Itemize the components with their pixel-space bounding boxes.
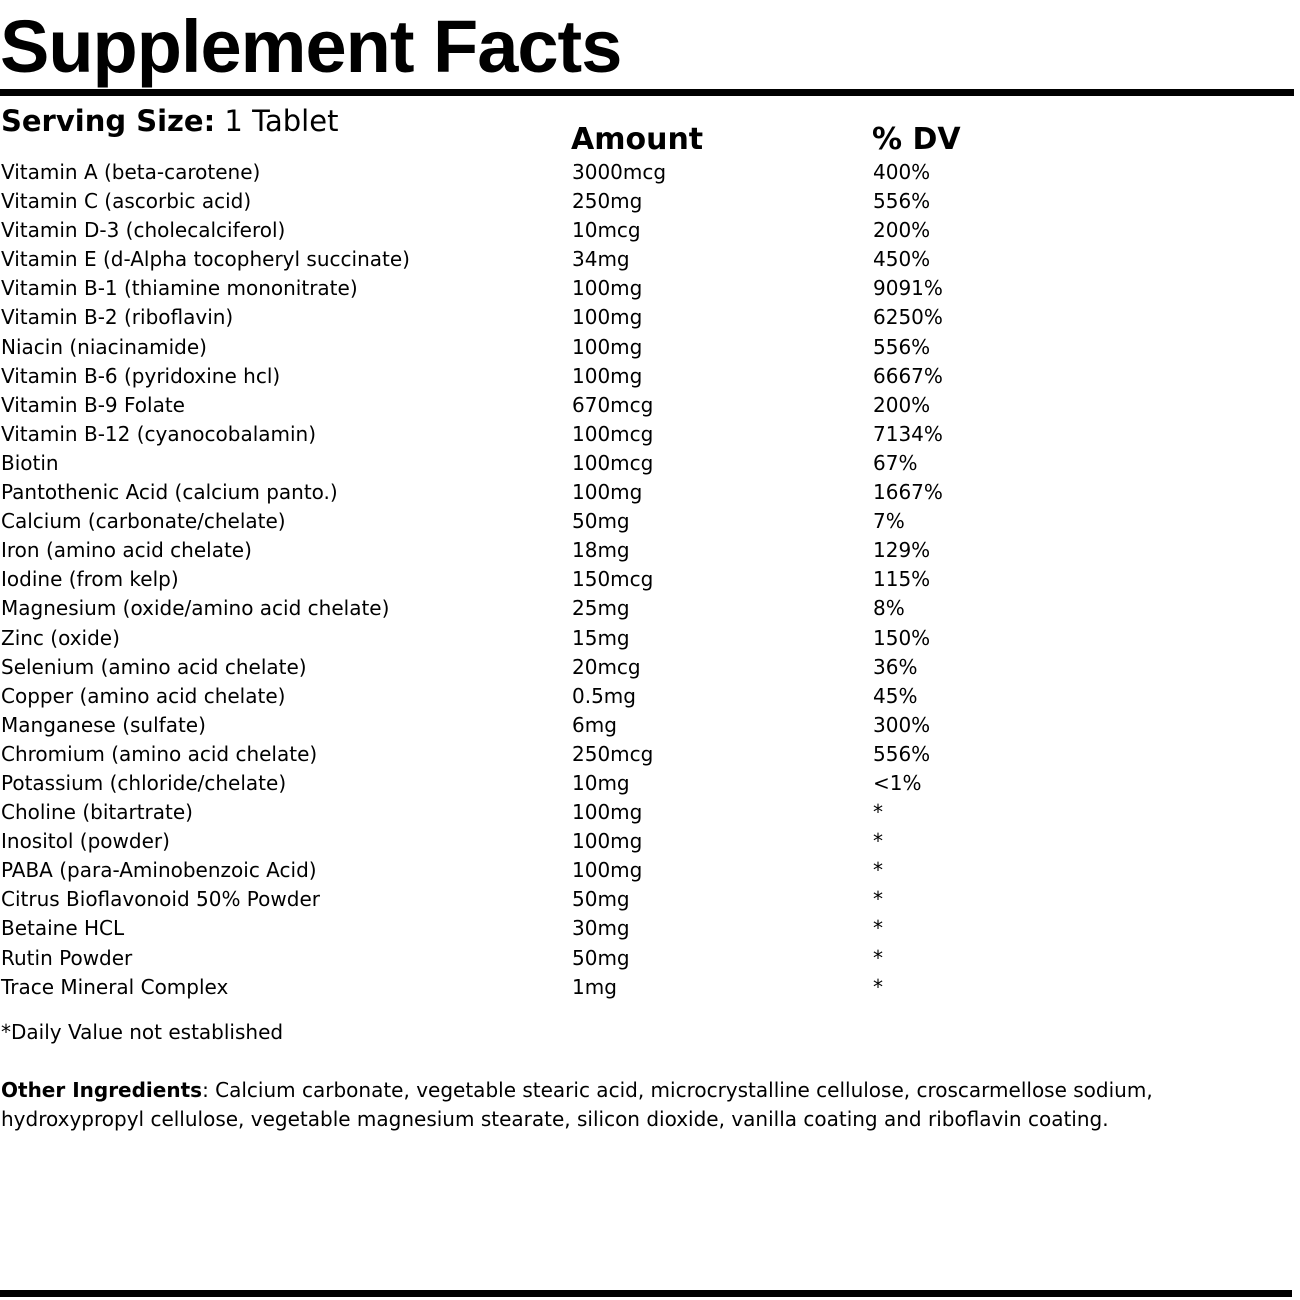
- nutrient-row: [0, 303, 1294, 332]
- nutrient-dv: *: [873, 829, 883, 854]
- nutrient-dv: 556%: [873, 741, 931, 766]
- nutrient-amount: 3000mcg: [572, 160, 667, 184]
- nutrient-row: [0, 653, 1294, 682]
- nutrient-name: Vitamin B-12 (cyanocobalamin): [1, 421, 317, 446]
- nutrient-amount: 50mg: [572, 945, 630, 970]
- nutrient-name: Betaine HCL: [1, 916, 125, 941]
- nutrient-dv: 150%: [873, 625, 931, 650]
- nutrient-name: Iron (amino acid chelate): [1, 538, 252, 563]
- nutrient-dv: *: [873, 858, 883, 883]
- nutrient-dv: 115%: [873, 567, 931, 592]
- nutrient-row: [0, 507, 1294, 536]
- nutrient-amount: 100mcg: [572, 450, 654, 475]
- nutrient-name: Inositol (powder): [1, 829, 170, 854]
- nutrient-amount: 100mcg: [572, 421, 654, 446]
- nutrient-name: Vitamin A (beta-carotene): [1, 160, 261, 184]
- nutrient-amount: 30mg: [572, 916, 630, 941]
- nutrient-amount: 100mg: [572, 276, 643, 301]
- nutrient-amount: 100mg: [572, 305, 643, 330]
- nutrient-name: Vitamin B-6 (pyridoxine hcl): [1, 363, 281, 388]
- nutrient-row: [0, 740, 1294, 769]
- nutrient-name: Vitamin B-9 Folate: [1, 392, 185, 417]
- nutrient-amount: 100mg: [572, 480, 643, 505]
- nutrient-dv: *: [873, 916, 883, 941]
- nutrient-name: Vitamin C (ascorbic acid): [1, 189, 252, 214]
- nutrient-name: Iodine (from kelp): [1, 567, 179, 592]
- nutrient-row: [0, 798, 1294, 827]
- nutrient-row: [0, 536, 1294, 565]
- nutrient-amount: 100mg: [572, 858, 643, 883]
- nutrient-dv: *: [873, 945, 883, 970]
- nutrient-name: Trace Mineral Complex: [1, 974, 229, 999]
- dv-column-header: % DV: [872, 122, 961, 157]
- nutrient-amount: 0.5mg: [572, 683, 636, 708]
- nutrient-name: Vitamin B-1 (thiamine mononitrate): [1, 276, 358, 301]
- nutrient-amount: 50mg: [572, 887, 630, 912]
- nutrient-row: [0, 594, 1294, 623]
- nutrient-amount: 6mg: [572, 712, 617, 737]
- nutrient-dv: 7%: [873, 509, 905, 534]
- nutrient-amount: 100mg: [572, 363, 643, 388]
- nutrient-name: Vitamin D-3 (cholecalciferol): [1, 218, 286, 243]
- nutrient-name: Potassium (chloride/chelate): [1, 770, 287, 795]
- nutrient-row: [0, 624, 1294, 653]
- nutrient-dv: 400%: [873, 160, 931, 184]
- other-ingredients-text: : Calcium carbonate, vegetable stearic acid, microcrystalline cellulose, croscarmellose sodium, hydroxypropyl cellulose, vegetable magnesium stearate, silicon dioxide, vanilla coating and riboflavin coating.: [1, 1078, 1153, 1131]
- nutrient-name: Rutin Powder: [1, 945, 133, 970]
- nutrient-row: [0, 158, 1294, 187]
- nutrient-dv: 129%: [873, 538, 931, 563]
- nutrient-dv: 6250%: [873, 305, 943, 330]
- nutrient-dv: 45%: [873, 683, 918, 708]
- nutrient-name: Biotin: [1, 450, 59, 475]
- nutrient-row: [0, 333, 1294, 362]
- nutrient-row: [0, 391, 1294, 420]
- nutrient-name: Selenium (amino acid chelate): [1, 654, 307, 679]
- nutrient-dv: 7134%: [873, 421, 943, 446]
- nutrient-row: [0, 885, 1294, 914]
- nutrient-name: Choline (bitartrate): [1, 800, 193, 825]
- nutrient-table: [0, 158, 1294, 1002]
- nutrient-row: [0, 769, 1294, 798]
- nutrient-dv: 67%: [873, 450, 918, 475]
- nutrient-row: [0, 420, 1294, 449]
- nutrient-amount: 670mcg: [572, 392, 654, 417]
- nutrient-name: Citrus Bioflavonoid 50% Powder: [1, 887, 320, 912]
- nutrient-row: [0, 216, 1294, 245]
- nutrient-name: Magnesium (oxide/amino acid chelate): [1, 596, 390, 621]
- nutrient-dv: 556%: [873, 189, 931, 214]
- nutrient-dv: *: [873, 974, 883, 999]
- nutrient-amount: 10mg: [572, 770, 630, 795]
- nutrient-amount: 150mcg: [572, 567, 654, 592]
- nutrient-dv: 1667%: [873, 480, 943, 505]
- nutrient-row: [0, 827, 1294, 856]
- nutrient-name: Pantothenic Acid (calcium panto.): [1, 480, 338, 505]
- nutrient-row: [0, 245, 1294, 274]
- nutrient-row: [0, 478, 1294, 507]
- nutrient-name: Manganese (sulfate): [1, 712, 206, 737]
- nutrient-amount: 25mg: [572, 596, 630, 621]
- other-ingredients: [1, 1076, 1281, 1134]
- serving-size: [1, 101, 338, 141]
- nutrient-amount: 100mg: [572, 800, 643, 825]
- nutrient-amount: 34mg: [572, 247, 630, 272]
- nutrient-dv: *: [873, 887, 883, 912]
- other-ingredients-label: Other Ingredients: [1, 1078, 203, 1102]
- nutrient-dv: 556%: [873, 334, 931, 359]
- nutrient-name: PABA (para-Aminobenzoic Acid): [1, 858, 317, 883]
- nutrient-row: [0, 362, 1294, 391]
- nutrient-amount: 20mcg: [572, 654, 641, 679]
- nutrient-name: Zinc (oxide): [1, 625, 120, 650]
- nutrient-dv: 9091%: [873, 276, 943, 301]
- nutrient-dv: 300%: [873, 712, 931, 737]
- nutrient-name: Chromium (amino acid chelate): [1, 741, 318, 766]
- nutrient-dv: 36%: [873, 654, 918, 679]
- nutrient-name: Copper (amino acid chelate): [1, 683, 286, 708]
- nutrient-amount: 50mg: [572, 509, 630, 534]
- nutrient-dv: 200%: [873, 218, 931, 243]
- nutrient-row: [0, 565, 1294, 594]
- nutrient-amount: 100mg: [572, 334, 643, 359]
- nutrient-amount: 18mg: [572, 538, 630, 563]
- nutrient-amount: 250mg: [572, 189, 643, 214]
- nutrient-row: [0, 711, 1294, 740]
- nutrient-name: Calcium (carbonate/chelate): [1, 509, 286, 534]
- daily-value-footnote: *Daily Value not established: [1, 1020, 284, 1044]
- nutrient-amount: 1mg: [572, 974, 617, 999]
- page-title: Supplement Facts: [0, 5, 622, 88]
- nutrient-row: [0, 449, 1294, 478]
- serving-size-value: 1 Tablet: [224, 104, 339, 138]
- nutrient-amount: 15mg: [572, 625, 630, 650]
- nutrient-name: Niacin (niacinamide): [1, 334, 207, 359]
- nutrient-row: [0, 187, 1294, 216]
- amount-column-header: Amount: [571, 122, 704, 157]
- nutrient-dv: <1%: [873, 770, 922, 795]
- top-divider: [0, 89, 1294, 96]
- nutrient-row: [0, 944, 1294, 973]
- nutrient-row: [0, 682, 1294, 711]
- serving-size-label: Serving Size:: [1, 104, 216, 138]
- nutrient-amount: 100mg: [572, 829, 643, 854]
- nutrient-row: [0, 856, 1294, 885]
- nutrient-row: [0, 973, 1294, 1002]
- nutrient-dv: 8%: [873, 596, 905, 621]
- nutrient-amount: 250mcg: [572, 741, 654, 766]
- nutrient-dv: 200%: [873, 392, 931, 417]
- nutrient-row: [0, 274, 1294, 303]
- nutrient-dv: 6667%: [873, 363, 943, 388]
- nutrient-name: Vitamin E (d-Alpha tocopheryl succinate): [1, 247, 410, 272]
- nutrient-amount: 10mcg: [572, 218, 641, 243]
- nutrient-dv: 450%: [873, 247, 931, 272]
- nutrient-dv: *: [873, 800, 883, 825]
- bottom-divider: [0, 1290, 1292, 1297]
- nutrient-row: [0, 914, 1294, 943]
- nutrient-name: Vitamin B-2 (riboflavin): [1, 305, 234, 330]
